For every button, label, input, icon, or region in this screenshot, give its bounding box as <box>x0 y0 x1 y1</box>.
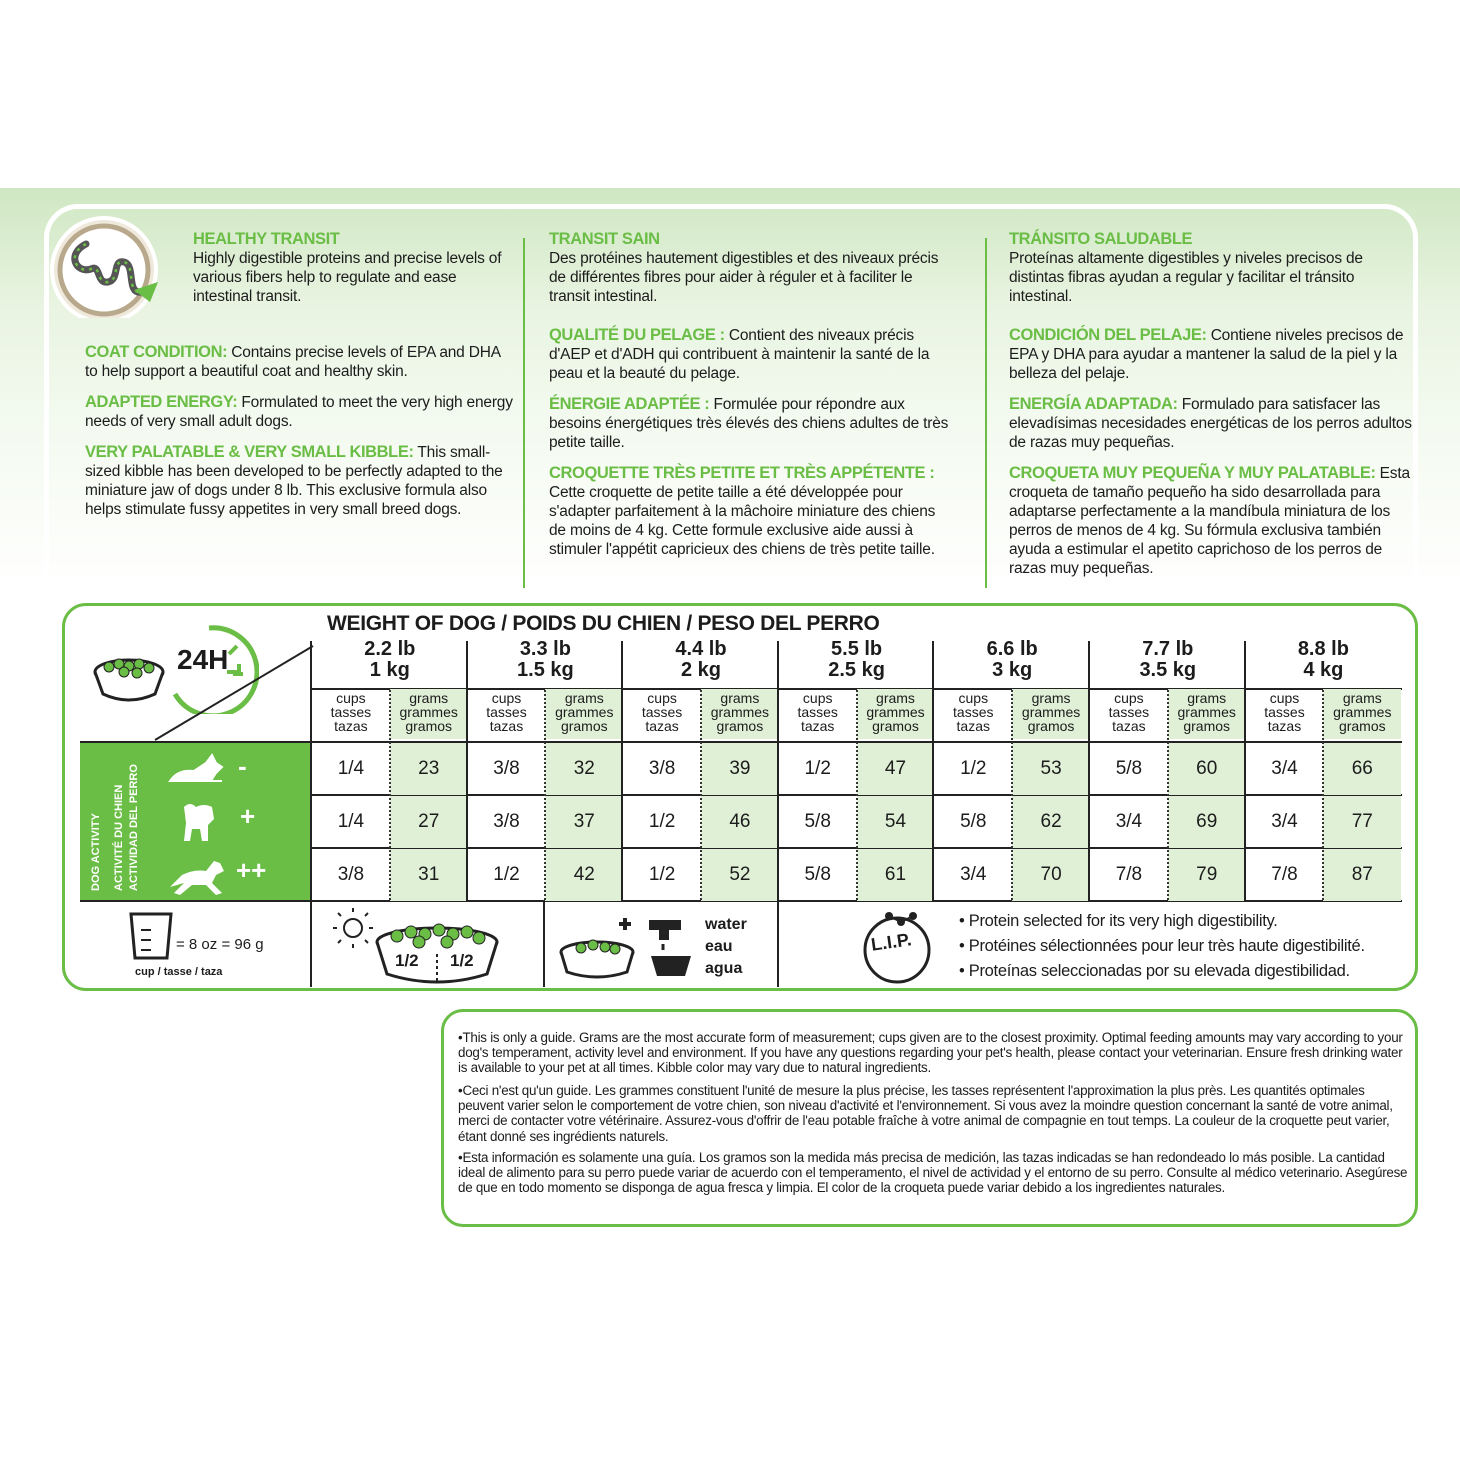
grams-cell: 31 <box>390 849 468 901</box>
cups-label: cups <box>491 690 522 706</box>
en-energy <box>85 393 515 431</box>
grams-label: grammes <box>1177 704 1236 720</box>
grams-label: grammes <box>866 704 925 720</box>
activity-medium: + <box>240 801 256 831</box>
es-coat-text: Contiene niveles precisos de EPA y DHA para ayudar a mantener la salud de la piel y la belleza del pelaje. <box>1009 327 1404 382</box>
grams-header <box>1323 689 1401 739</box>
grid-line <box>777 902 779 987</box>
grams-label: gramos <box>405 718 453 734</box>
fr-transit-title: TRANSIT SAIN <box>549 230 660 248</box>
grams-cell: 79 <box>1168 849 1246 901</box>
grams-label: gramos <box>716 718 764 734</box>
cups-label: tasses <box>641 704 683 720</box>
fr-kibble <box>549 464 949 559</box>
grams-label: grammes <box>1021 704 1081 720</box>
en-kibble <box>85 443 515 519</box>
grams-cell: 60 <box>1168 743 1246 795</box>
fr-coat-title: QUALITÉ DU PELAGE : <box>549 326 725 344</box>
cups-label: tasses <box>953 704 994 720</box>
cups-header <box>1090 689 1168 739</box>
cups-label: cups <box>958 690 989 706</box>
weight-lb: 4.4 lb <box>675 638 727 660</box>
weight-column <box>312 606 468 902</box>
cups-cell: 3/8 <box>337 864 365 885</box>
grams-label: gramos <box>1183 718 1231 734</box>
en-kibble-title: VERY PALATABLE & VERY SMALL KIBBLE: <box>85 443 414 461</box>
grams-label: grams <box>720 690 760 706</box>
twice-daily-icon <box>333 908 533 988</box>
weight-label <box>779 639 935 681</box>
grams-label: grams <box>876 690 915 706</box>
dog-sitting-icon <box>178 799 222 845</box>
en-transit-title: HEALTHY TRANSIT <box>193 230 340 248</box>
weight-kg: 1.5 kg <box>517 659 574 681</box>
grams-label: grams <box>409 690 449 706</box>
cups-label: tazas <box>956 718 991 734</box>
cups-label: cups <box>1269 690 1300 706</box>
en-coat-text: Contains precise levels of EPA and DHA to help support a beautiful coat and healthy skin. <box>85 344 500 380</box>
weight-label <box>1246 639 1402 681</box>
grams-header <box>390 689 468 739</box>
cups-header <box>312 689 390 739</box>
dotted-divider <box>1322 690 1324 900</box>
fr-energy-title: ÉNERGIE ADAPTÉE : <box>549 395 710 413</box>
activity-label-es: ACTIVIDAD DEL PERRO <box>128 764 140 891</box>
grams-cell: 77 <box>1323 796 1401 848</box>
grams-label: grams <box>1342 690 1382 706</box>
en-benefits <box>85 343 515 531</box>
grams-header <box>545 689 623 739</box>
disclaimer-en: •This is only a guide. Grams are the most accurate form of measurement; cups given are to the closest proximity. Optimal feeding amounts may vary according to your dog's temperament, activity level and environment. If you have any questions regarding your pet's health, please contact your veterinarian. Ensure fresh drinking water is available to your pet at all times. Kibble color may vary due to natural ingredients. <box>458 1030 1403 1076</box>
weight-kg: 3 kg <box>992 659 1033 681</box>
weight-label <box>934 639 1090 681</box>
weight-kg: 4 kg <box>1303 659 1344 681</box>
cups-label: tasses <box>797 704 838 720</box>
grid-line <box>543 902 545 987</box>
cups-cell: 5/8 <box>804 811 831 832</box>
weight-label <box>623 639 779 681</box>
grams-cell: 69 <box>1168 796 1246 848</box>
cups-label: cups <box>802 690 833 706</box>
feeding-title: WEIGHT OF DOG / POIDS DU CHIEN / PESO DEL PERRO <box>327 612 880 635</box>
es-kibble <box>1009 464 1414 578</box>
feeding-guide-panel <box>62 603 1418 991</box>
cups-cell: 5/8 <box>804 864 831 885</box>
cups-cell: 1/4 <box>337 758 365 779</box>
lip-bullet-fr: • Protéines sélectionnées pour leur très haute digestibilité. <box>959 937 1365 955</box>
es-energy-text: Formulado para satisfacer las elevadísimas necesidades energéticas de los perros adultos de razas muy pequeñas. <box>1009 396 1412 451</box>
activity-label-en: DOG ACTIVITY <box>90 813 102 891</box>
es-transit-title: TRÁNSITO SALUDABLE <box>1009 230 1193 248</box>
en-energy-text: Formulated to meet the very high energy needs of very small adult dogs. <box>85 394 513 430</box>
water-labels <box>705 914 747 980</box>
cups-cell: 3/8 <box>493 811 520 832</box>
fr-kibble-text: Cette croquette de petite taille a été développée pour s'adapter parfaitement à la mâchoire miniature des chiens de moins de 4 kg. Cette formule exclusive aide aussi à stimuler l'appétit capricieux des chiens de très petite taille. <box>549 484 936 558</box>
grams-cell: 39 <box>701 743 779 795</box>
grams-cell: 53 <box>1012 743 1090 795</box>
grams-header <box>701 689 779 739</box>
cups-cell: 7/8 <box>1115 864 1143 885</box>
grams-label: grammes <box>710 704 770 720</box>
en-transit-text: Highly digestible proteins and precise levels of various fibers help to regulate and ease intestinal transit. <box>193 250 502 305</box>
grams-cell: 37 <box>545 796 623 848</box>
en-transit-block <box>193 230 513 306</box>
grams-cell: 23 <box>390 743 468 795</box>
water-bowl-icon <box>557 912 697 982</box>
grams-label: gramos <box>1338 718 1386 734</box>
activity-label-fr: ACTIVITÉ DU CHIEN <box>113 784 125 891</box>
weight-kg: 2.5 kg <box>828 659 885 681</box>
cups-cell: 7/8 <box>1271 864 1298 885</box>
weight-kg: 3.5 kg <box>1139 659 1197 681</box>
weight-label <box>468 639 624 681</box>
cups-cell: 3/8 <box>493 758 520 779</box>
cups-header <box>934 689 1012 739</box>
cups-cell: 3/8 <box>648 758 676 779</box>
en-kibble-text: This small-sized kibble has been developed to be perfectly adapted to the miniature jaw of dogs under 8 lb. This exclusive formula also helps stimulate fussy appetites in very small breed dogs. <box>85 444 503 518</box>
en-energy-title: ADAPTED ENERGY: <box>85 393 238 411</box>
cups-label: cups <box>1114 690 1144 706</box>
lip-bullet-en: • Protein selected for its very high digestibility. <box>959 912 1278 930</box>
measuring-cup-icon <box>127 910 175 962</box>
grams-label: grammes <box>1333 704 1392 720</box>
grams-cell: 27 <box>390 796 468 848</box>
weight-lb: 6.6 lb <box>986 638 1038 660</box>
activity-high: ++ <box>236 855 267 885</box>
weight-kg: 2 kg <box>680 659 721 681</box>
grams-cell: 66 <box>1323 743 1401 795</box>
weight-lb: 3.3 lb <box>519 638 571 660</box>
grams-cell: 46 <box>701 796 779 848</box>
en-coat <box>85 343 515 381</box>
weight-lb: 8.8 lb <box>1297 638 1349 660</box>
grams-cell: 62 <box>1012 796 1090 848</box>
cups-cell: 5/8 <box>960 811 987 832</box>
es-coat <box>1009 326 1414 383</box>
cups-label: tasses <box>330 704 372 720</box>
weight-lb: 2.2 lb <box>364 638 416 660</box>
cups-cell: 1/4 <box>337 811 365 832</box>
es-kibble-title: CROQUETA MUY PEQUEÑA Y MUY PALATABLE: <box>1009 464 1376 482</box>
en-coat-title: COAT CONDITION: <box>85 343 228 361</box>
cups-cell: 3/4 <box>960 864 987 885</box>
cups-cell: 5/8 <box>1115 758 1143 779</box>
cups-label: tasses <box>1264 704 1305 720</box>
es-coat-title: CONDICIÓN DEL PELAJE: <box>1009 326 1207 344</box>
cups-cell: 1/2 <box>960 758 987 779</box>
cups-header <box>779 689 857 739</box>
weight-kg: 1 kg <box>369 659 410 681</box>
weight-column <box>1090 606 1246 902</box>
cups-label: tazas <box>1267 718 1302 734</box>
lip-logo-text: L.I.P. <box>869 929 913 955</box>
fr-kibble-title: CROQUETTE TRÈS PETITE ET TRÈS APPÉTENTE : <box>549 464 935 482</box>
lip-bullet-es: • Proteínas seleccionadas por su elevada digestibilidad. <box>959 962 1350 980</box>
column-divider <box>985 238 987 588</box>
cups-cell: 1/2 <box>804 758 831 779</box>
grams-label: grams <box>1187 690 1227 706</box>
fr-coat-text: Contient des niveaux précis d'AEP et d'ADH qui contribuent à maintenir la santé de la peau et la beauté du pelage. <box>549 327 930 382</box>
intestine-icon <box>46 214 176 318</box>
grams-label: gramos <box>1027 718 1075 734</box>
grams-label: grammes <box>399 704 458 720</box>
grams-cell: 47 <box>857 743 935 795</box>
dotted-divider <box>856 690 858 900</box>
disclaimer-fr: •Ceci n'est qu'un guide. Les grammes constituent l'unité de mesure la plus précise, les tasses représentent l'approximation la plus près. Les quantités optimales peuvent varier selon le comportement de votre chien, son niveau d'activité et l'environnement. Si vous avez la moindre question concernant la santé de votre animal, merci de contacter votre vétérinaire. Assurez-vous d'offrir de l'eau potable fraîche à votre animal de compagnie en tout temps. La couleur de la croquette peut varier, étant donné ses ingrédients naturels. <box>458 1083 1393 1144</box>
cups-label: cups <box>336 690 366 706</box>
fr-energy <box>549 395 949 452</box>
dotted-divider <box>1011 690 1013 900</box>
cups-label: tazas <box>489 718 524 734</box>
weight-column <box>1246 606 1402 902</box>
grams-label: gramos <box>872 718 919 734</box>
weight-lb: 5.5 lb <box>831 638 883 660</box>
grams-cell: 61 <box>857 849 935 901</box>
dotted-divider <box>700 690 702 900</box>
cups-label: tazas <box>645 718 679 734</box>
cups-label: cups <box>647 690 677 706</box>
weight-column <box>779 606 935 902</box>
grams-cell: 32 <box>545 743 623 795</box>
cups-cell: 3/4 <box>1271 758 1298 779</box>
grams-header <box>1012 689 1090 739</box>
cups-cell: 1/2 <box>493 864 520 885</box>
dog-running-icon <box>166 853 228 897</box>
grams-cell: 54 <box>857 796 935 848</box>
benefits-panel <box>0 188 1460 590</box>
water-fr: eau <box>705 938 733 955</box>
header-diagonal <box>153 644 315 744</box>
cups-label: tasses <box>1108 704 1150 720</box>
es-kibble-text: Esta croqueta de tamaño pequeño ha sido desarrollada para adaptarse perfectamente a la mandíbula miniatura de los perros de menos de 4 kg. Su fórmula exclusiva también ayuda a estimular el apetito caprichoso de los perros de razas muy pequeñas. <box>1009 465 1410 577</box>
es-benefits <box>1009 230 1414 590</box>
disclaimer-panel <box>441 1009 1418 1227</box>
weight-lb: 7.7 lb <box>1142 638 1194 660</box>
cups-cell: 3/4 <box>1271 811 1298 832</box>
dotted-divider <box>1167 690 1169 900</box>
cups-label: tazas <box>1112 718 1146 734</box>
cups-label: tasses <box>486 704 527 720</box>
cups-header <box>468 689 546 739</box>
weight-column <box>623 606 779 902</box>
grams-header <box>857 689 935 739</box>
grams-label: gramos <box>560 718 608 734</box>
cups-cell: 1/2 <box>648 864 676 885</box>
grams-label: grams <box>1031 690 1071 706</box>
badge-24h: 24H <box>177 644 229 675</box>
weight-label <box>312 639 468 681</box>
half-evening: 1/2 <box>450 951 474 970</box>
fr-coat <box>549 326 949 383</box>
fr-benefits <box>549 230 949 571</box>
grams-cell: 70 <box>1012 849 1090 901</box>
disclaimer-es: •Esta información es solamente una guía. Los gramos son la medida más precisa de medición, las tazas indicadas se han redondeado lo más posible. La cantidad ideal de alimento para su perro puede variar de acuerdo con el temperamento, el nivel de actividad y el entorno de su perro. Consulte al médico veterinario. Asegúrese de que en todo momento se disponga de agua fresca y limpia. El color de la croqueta puede variar debido a los ingredientes naturales. <box>458 1150 1408 1196</box>
half-morning: 1/2 <box>395 951 419 970</box>
fr-energy-text: Formulée pour répondre aux besoins énergétiques très élevés des chiens adultes de très petite taille. <box>549 396 949 451</box>
activity-low: - <box>238 751 247 781</box>
weight-label <box>1090 639 1246 681</box>
cup-equivalence: = 8 oz = 96 g <box>176 936 264 953</box>
dotted-divider <box>389 690 391 900</box>
weight-column <box>468 606 624 902</box>
grams-cell: 52 <box>701 849 779 901</box>
weight-column <box>934 606 1090 902</box>
water-en: water <box>705 916 747 933</box>
cup-caption: cup / tasse / taza <box>135 966 223 978</box>
cups-label: tazas <box>334 718 368 734</box>
cups-cell: 3/4 <box>1115 811 1143 832</box>
cups-cell: 1/2 <box>648 811 676 832</box>
es-energy <box>1009 395 1414 452</box>
grams-label: grammes <box>555 704 614 720</box>
cups-header <box>1246 689 1324 739</box>
fr-transit-text: Des protéines hautement digestibles et des niveaux précis de différentes fibres pour aider à réguler et à faciliter le transit intestinal. <box>549 250 939 305</box>
cups-header <box>623 689 701 739</box>
grams-label: grams <box>564 690 604 706</box>
cups-label: tazas <box>800 718 835 734</box>
es-transit-text: Proteínas altamente digestibles y niveles precisos de distintas fibras ayudan a regular y facilitar el tránsito intestinal. <box>1009 250 1363 305</box>
grams-header <box>1168 689 1246 739</box>
grams-cell: 42 <box>545 849 623 901</box>
dog-lying-icon <box>166 751 226 787</box>
grams-cell: 87 <box>1323 849 1401 901</box>
dotted-divider <box>544 690 546 900</box>
water-es: agua <box>705 960 743 977</box>
es-energy-title: ENERGÍA ADAPTADA: <box>1009 395 1178 413</box>
activity-column <box>80 741 310 901</box>
column-divider <box>523 238 525 588</box>
